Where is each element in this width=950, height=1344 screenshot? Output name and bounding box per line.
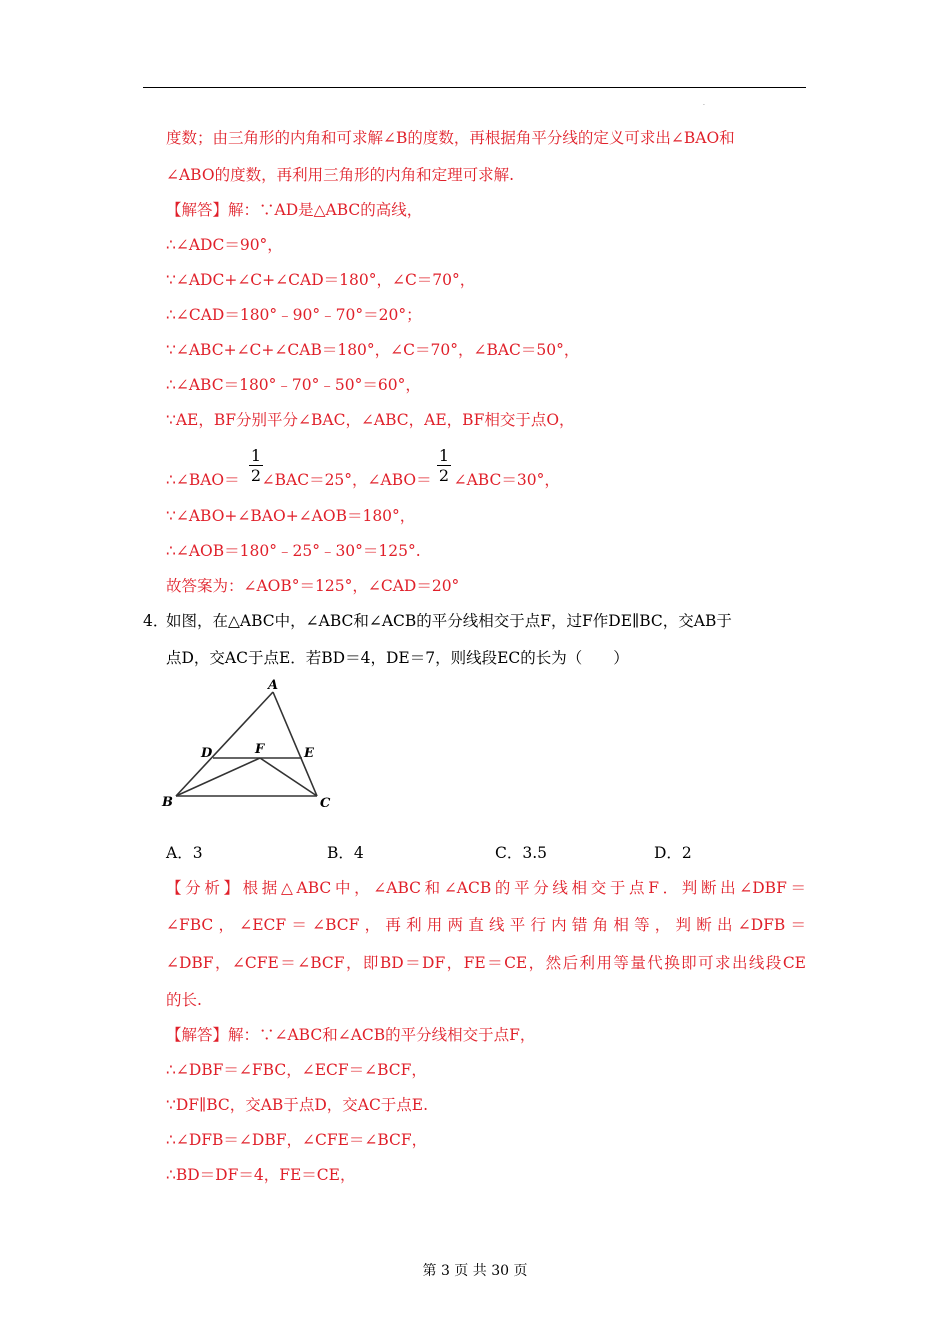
text-line: ∵∠ABO+∠BAO+∠AOB＝180°， bbox=[166, 507, 416, 525]
label-f: F bbox=[255, 742, 265, 757]
analysis-line: ∠DBF，∠CFE＝∠BCF，即BD＝DF，FE＝CE，然后利用等量代换即可求出线段CE bbox=[166, 954, 806, 972]
solution-line: ∴∠DBF＝∠FBC，∠ECF＝∠BCF， bbox=[166, 1061, 427, 1079]
analysis-line: 【分析】根据△ABC中，∠ABC和∠ACB的平分线相交于点F．判断出∠DBF＝ bbox=[166, 879, 806, 897]
analysis-line: ∠FBC，∠ECF＝∠BCF，再利用两直线平行内错角相等，判断出∠DFB＝ bbox=[166, 916, 806, 934]
triangle-figure bbox=[160, 675, 350, 815]
text-line: 度数；由三角形的内角和可求解∠B的度数，再根据角平分线的定义可求出∠BAO和 bbox=[166, 129, 735, 147]
analysis-line: 的长. bbox=[166, 991, 202, 1009]
solution-line: ∴BD＝DF＝4，FE＝CE， bbox=[166, 1166, 356, 1184]
solution-line: ∵DF∥BC，交AB于点D，交AC于点E. bbox=[166, 1096, 429, 1114]
solution-line: 【解答】解：∵∠ABC和∠ACB的平分线相交于点F， bbox=[166, 1026, 536, 1044]
fraction-line-part3: ∠ABC＝30°， bbox=[453, 471, 560, 489]
fraction-numerator: 1 bbox=[438, 446, 450, 465]
fraction-line-part2: ∠BAC＝25°，∠ABO＝ bbox=[261, 471, 432, 489]
option-b[interactable]: B．4 bbox=[327, 844, 364, 862]
label-e: E bbox=[304, 746, 314, 761]
question-text: 点D，交AC于点E．若BD＝4，DE＝7，则线段EC的长为（ ） bbox=[166, 649, 629, 667]
question-text: 如图，在△ABC中，∠ABC和∠ACB的平分线相交于点F，过F作DE∥BC，交AB于 bbox=[166, 612, 732, 630]
text-line: ∠ABO的度数，再利用三角形的内角和定理可求解. bbox=[166, 166, 514, 184]
label-d: D bbox=[201, 746, 213, 761]
option-c[interactable]: C．3.5 bbox=[495, 844, 548, 862]
text-line: ∵∠ADC+∠C+∠CAD＝180°，∠C＝70°， bbox=[166, 271, 476, 289]
text-line: ∴∠ADC＝90°， bbox=[166, 236, 283, 254]
page-footer: 第 3 页 共 30 页 bbox=[422, 1263, 528, 1279]
text-line: ∴∠AOB＝180°﹣25°﹣30°＝125°. bbox=[166, 542, 421, 560]
text-line: ∵AE，BF分别平分∠BAC，∠ABC，AE，BF相交于点O， bbox=[166, 411, 575, 429]
fraction-denominator: 2 bbox=[250, 466, 262, 485]
option-a[interactable]: A．3 bbox=[166, 844, 203, 862]
solution-line: ∴∠DFB＝∠DBF，∠CFE＝∠BCF， bbox=[166, 1131, 428, 1149]
text-line: 故答案为：∠AOB°＝125°，∠CAD＝20° bbox=[166, 577, 460, 595]
option-d[interactable]: D．2 bbox=[654, 844, 692, 862]
fraction-numerator: 1 bbox=[250, 446, 262, 465]
fraction-denominator: 2 bbox=[438, 466, 450, 485]
fraction-half-2 bbox=[436, 447, 452, 484]
label-b: B bbox=[162, 795, 173, 810]
text-line: ∴∠ABC＝180°﹣70°﹣50°＝60°， bbox=[166, 376, 421, 394]
header-rule bbox=[143, 87, 806, 88]
fraction-line-part1: ∴∠BAO＝ bbox=[166, 471, 240, 489]
question-number: 4． bbox=[143, 612, 169, 630]
label-c: C bbox=[320, 796, 331, 811]
fraction-half-1 bbox=[248, 447, 264, 484]
header-dot: . bbox=[703, 100, 705, 107]
label-a: A bbox=[268, 678, 279, 693]
text-line: ∵∠ABC+∠C+∠CAB＝180°，∠C＝70°，∠BAC＝50°， bbox=[166, 341, 580, 359]
text-line: 【解答】解：∵AD是△ABC的高线， bbox=[166, 201, 423, 219]
text-line: ∴∠CAD＝180°﹣90°﹣70°＝20°； bbox=[166, 306, 422, 324]
